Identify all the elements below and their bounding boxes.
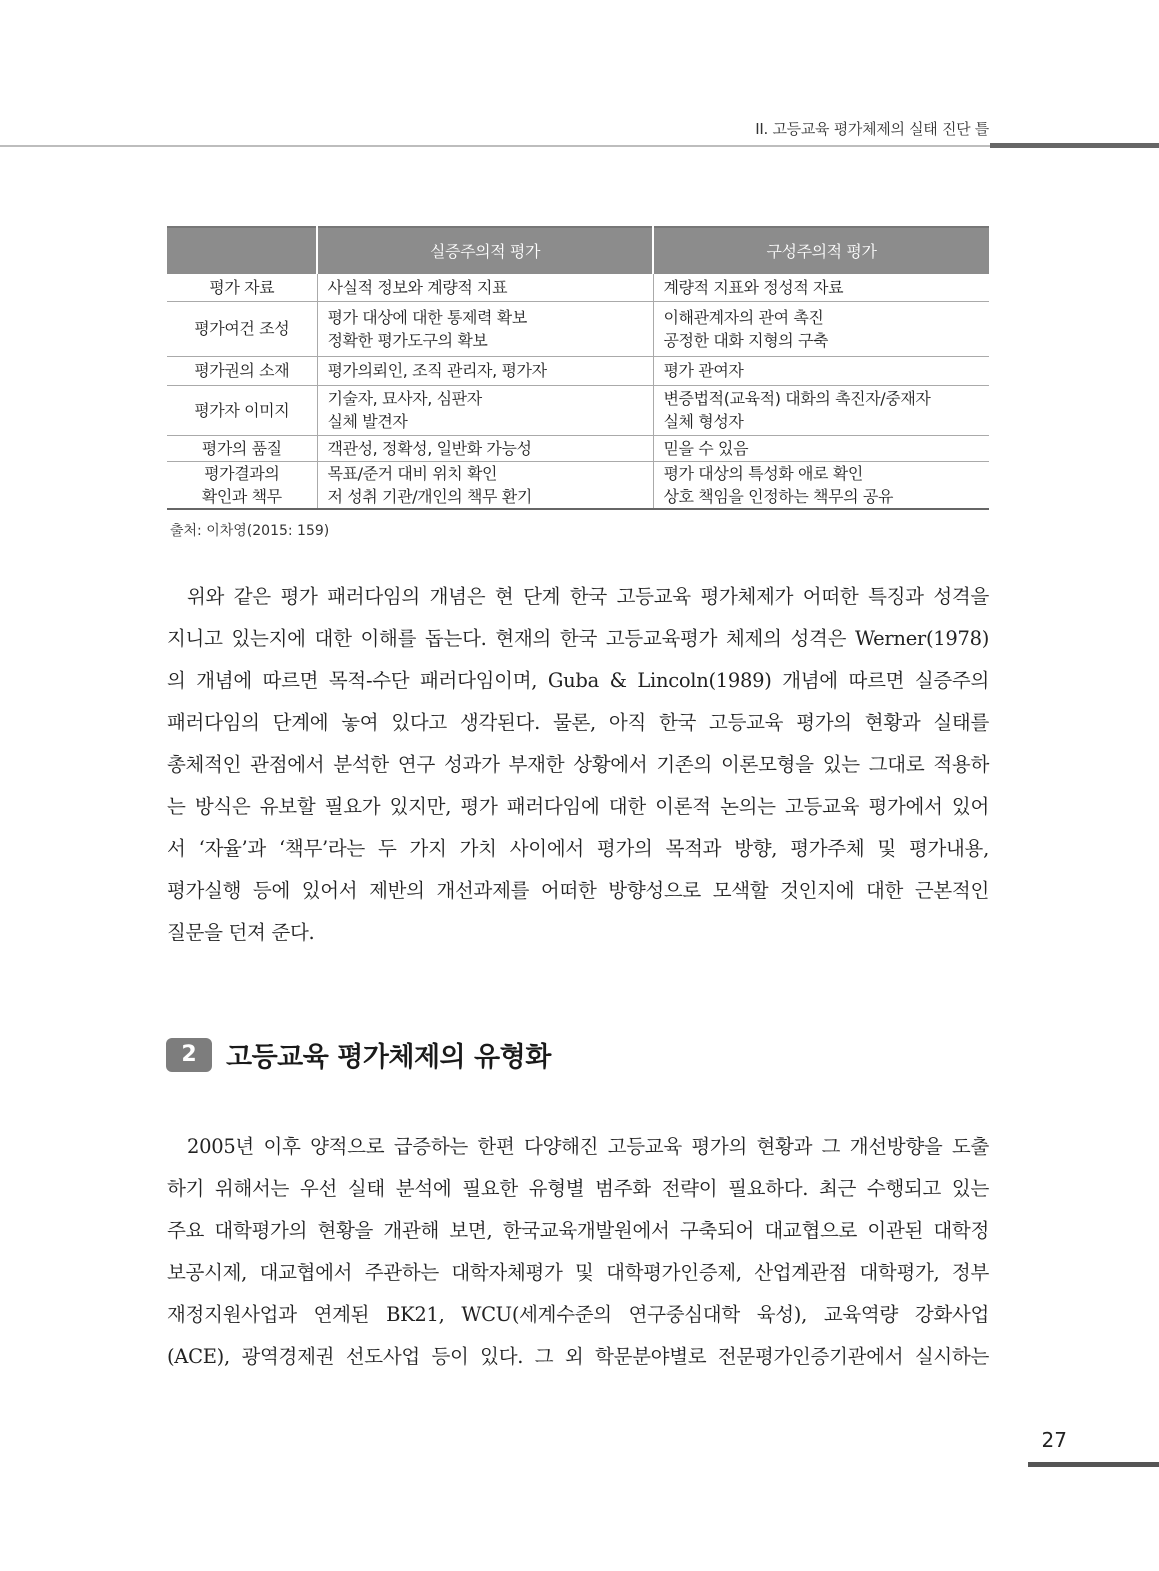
row-label: 평가의 품질	[167, 435, 317, 461]
positivist-cell: 객관성, 정확성, 일반화 가능성	[317, 435, 653, 461]
table-row	[167, 356, 989, 385]
table-row	[167, 274, 989, 301]
positivist-cell: 평가의뢰인, 조직 관리자, 평가자	[317, 356, 653, 385]
section-title: 고등교육 평가체제의 유형화	[226, 1042, 551, 1073]
positivist-cell: 사실적 정보와 계량적 지표	[317, 274, 653, 301]
body-paragraph: 2005년 이후 양적으로 급증하는 한편 다양해진 고등교육 평가의 현황과 그 개선방향을 도출 하기 위해서는 우선 실태 분석에 필요한 유형별 범주화 전략이 필요하다. 최근 수행되고 있는 주요 대학평가의 현황을 개관해 보면, 한국교육개발원에서 구축되어 대교협으로 이관된 대학정 보공시제, 대교협에서 주관하는 대학자체평가 및 대학평가인증제, 산업계관점 대학평가, 정부 재정지원사업과 연계된 BK21, WCU(세계수준의 연구중심대학 육성), 교육역량 강화사업 (ACE), 광역경제권 선도사업 등이 있다. 그 외 학문분야별로 전문평가인증기관에서 실시하는	[167, 1135, 989, 1368]
table-source-note: 출처: 이차영(2015: 159)	[170, 523, 330, 539]
header-rule	[0, 145, 990, 147]
page-number: 27	[1041, 1428, 1067, 1452]
column-header-positivist: 실증주의적 평가	[317, 227, 653, 274]
constructivist-cell: 이해관계자의 관여 촉진 공정한 대화 지형의 구축	[653, 301, 989, 356]
positivist-cell: 기술자, 묘사자, 심판자 실체 발견자	[317, 385, 653, 435]
row-label: 평가자 이미지	[167, 385, 317, 435]
footer-rule	[1028, 1462, 1159, 1467]
constructivist-cell: 계량적 지표와 정성적 자료	[653, 274, 989, 301]
constructivist-cell: 믿을 수 있음	[653, 435, 989, 461]
column-header-constructivist: 구성주의적 평가	[653, 227, 989, 274]
constructivist-cell: 평가 관여자	[653, 356, 989, 385]
header-rule-accent	[990, 143, 1159, 148]
table-header-row	[167, 227, 989, 274]
comparison-table	[167, 226, 989, 510]
table-row	[167, 385, 989, 435]
constructivist-cell: 변증법적(교육적) 대화의 촉진자/중재자 실체 형성자	[653, 385, 989, 435]
table-row	[167, 435, 989, 461]
row-label: 평가결과의 확인과 책무	[167, 461, 317, 509]
section-number-badge: 2	[166, 1038, 212, 1072]
positivist-cell: 평가 대상에 대한 통제력 확보 정확한 평가도구의 확보	[317, 301, 653, 356]
column-header	[167, 227, 317, 274]
table-row	[167, 461, 989, 509]
row-label: 평가여건 조성	[167, 301, 317, 356]
positivist-cell: 목표/준거 대비 위치 확인 저 성취 기관/개인의 책무 환기	[317, 461, 653, 509]
row-label: 평가권의 소재	[167, 356, 317, 385]
row-label: 평가 자료	[167, 274, 317, 301]
constructivist-cell: 평가 대상의 특성화 애로 확인 상호 책임을 인정하는 책무의 공유	[653, 461, 989, 509]
body-paragraph: 위와 같은 평가 패러다임의 개념은 현 단계 한국 고등교육 평가체제가 어떠한 특징과 성격을 지니고 있는지에 대한 이해를 돕는다. 현재의 한국 고등교육평가 체제의 성격은 Werner(1978) 의 개념에 따르면 목적-수단 패러다임이며, Guba & Lincoln(1989) 개념에 따르면 실증주의 패러다임의 단계에 놓여 있다고 생각된다. 물론, 아직 한국 고등교육 평가의 현황과 실태를 총체적인 관점에서 분석한 연구 성과가 부재한 상황에서 기존의 이론모형을 있는 그대로 적용하 는 방식은 유보할 필요가 있지만, 평가 패러다임에 대한 이론적 논의는 고등교육 평가에서 있어 서 ‘자율’과 ‘책무’라는 두 가지 가치 사이에서 평가의 목적과 방향, 평가주체 및 평가내용, 평가실행 등에 있어서 제반의 개선과제를 어떠한 방향성으로 모색할 것인지에 대한 근본적인 질문을 던져 준다.	[167, 585, 989, 944]
section-heading	[166, 1035, 551, 1074]
running-header: II. 고등교육 평가체제의 실태 진단 틀	[755, 120, 989, 138]
table-row	[167, 301, 989, 356]
